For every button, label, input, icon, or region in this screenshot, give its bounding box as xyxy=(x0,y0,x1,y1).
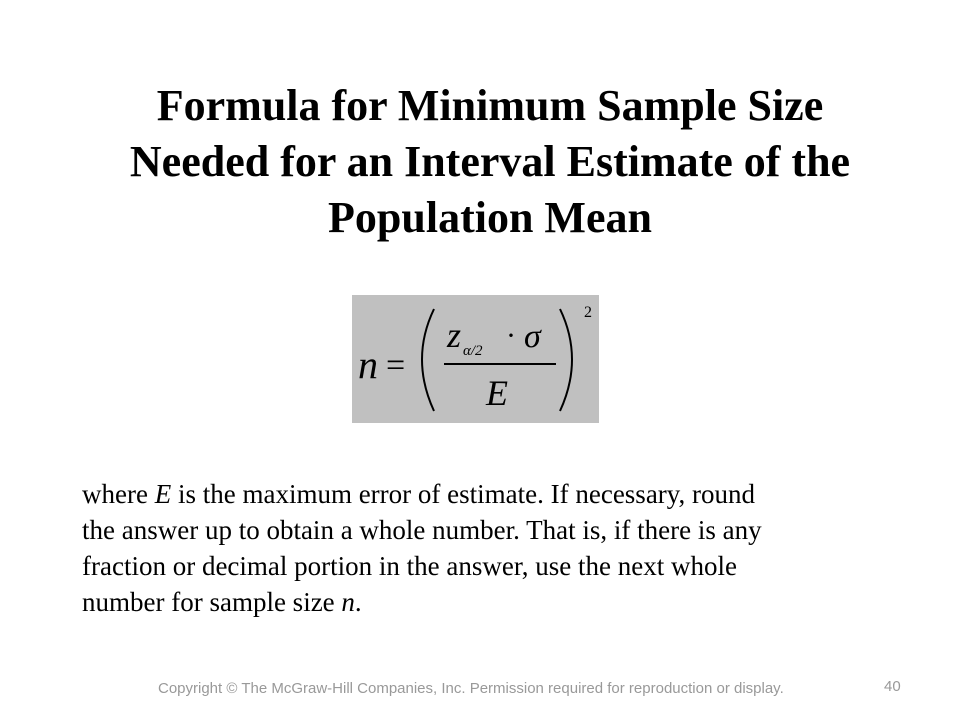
formula-exponent: 2 xyxy=(584,304,592,321)
line4-pre: number for sample size xyxy=(82,587,342,617)
left-paren xyxy=(422,309,434,411)
formula-equals: = xyxy=(386,347,406,384)
title-line-3: Population Mean xyxy=(328,193,652,242)
formula-sigma: σ xyxy=(524,318,541,355)
formula-z: z xyxy=(447,315,462,355)
var-n: n xyxy=(341,587,355,617)
line1-post: is the maximum error of estimate. If necessary, round xyxy=(171,479,756,509)
title-line-2: Needed for an Interval Estimate of the xyxy=(129,137,851,186)
formula-denominator: E xyxy=(486,373,508,413)
title-line-1: Formula for Minimum Sample Size xyxy=(156,81,824,130)
page-number: 40 xyxy=(884,678,901,695)
right-paren xyxy=(560,309,572,411)
line1-pre: where xyxy=(82,479,155,509)
formula-box xyxy=(352,295,599,423)
formula-n: n xyxy=(358,342,378,387)
explanation-line-3: fraction or decimal portion in the answer, use the next whole xyxy=(82,551,737,581)
formula-dot: · xyxy=(506,319,516,352)
explanation-line-4 xyxy=(82,584,902,620)
copyright-notice: Copyright © The McGraw-Hill Companies, Inc. Permission required for reproduction or display. xyxy=(158,680,784,697)
explanation-line-2: the answer up to obtain a whole number. That is, if there is any xyxy=(82,515,762,545)
explanation-text xyxy=(82,476,902,620)
var-e: E xyxy=(154,479,172,509)
explanation-line-1 xyxy=(82,476,902,512)
sample-size-formula xyxy=(352,295,599,423)
formula-subscript: α/2 xyxy=(463,343,483,359)
line4-post: . xyxy=(354,587,362,617)
slide-title xyxy=(60,78,920,246)
